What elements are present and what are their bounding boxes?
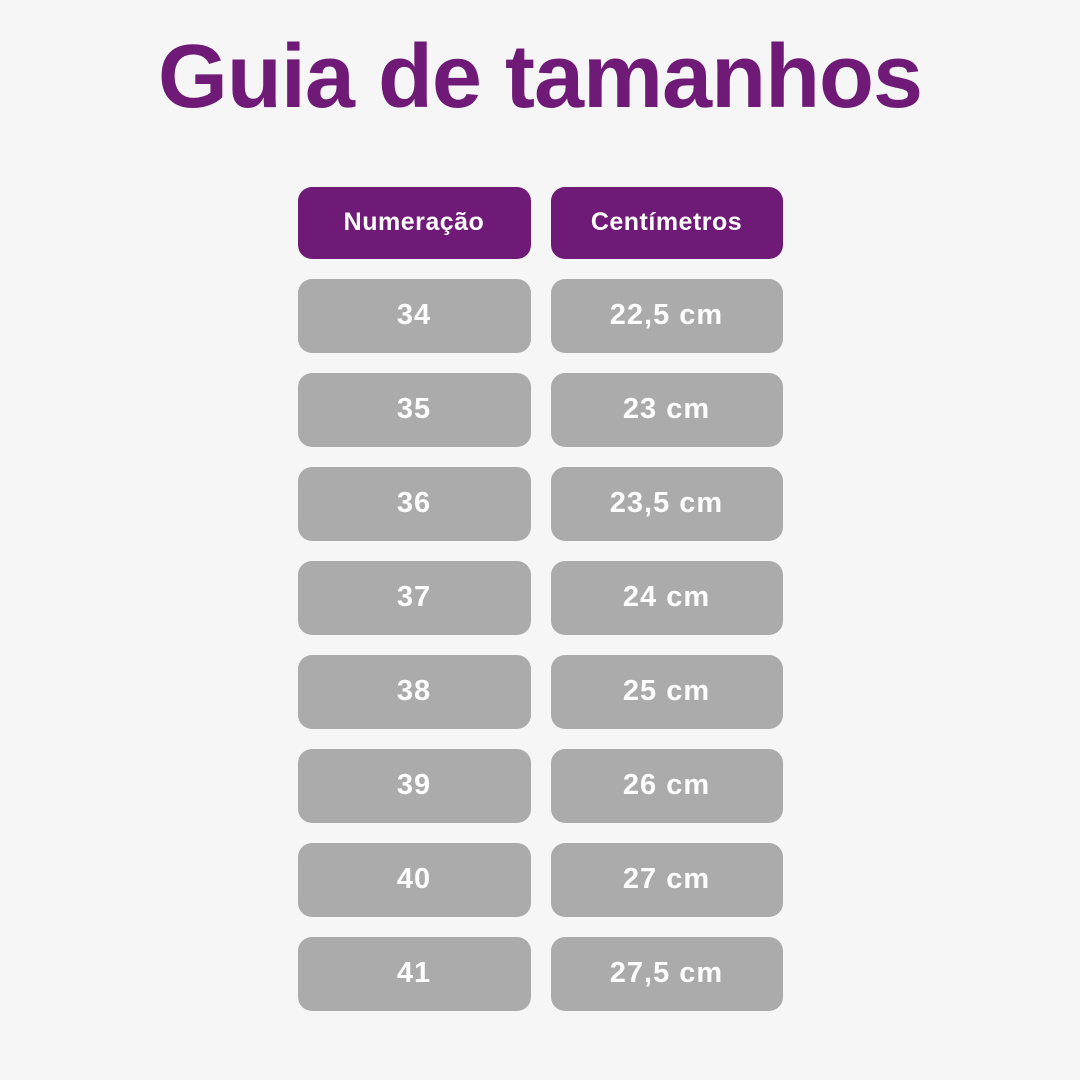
size-cell: 37	[298, 561, 531, 635]
size-cell: 39	[298, 749, 531, 823]
size-cell: 38	[298, 655, 531, 729]
column-header-numeracao: Numeração	[298, 187, 531, 259]
cm-cell: 22,5 cm	[551, 279, 783, 353]
size-cell: 34	[298, 279, 531, 353]
size-cell: 35	[298, 373, 531, 447]
cm-cell: 27 cm	[551, 843, 783, 917]
size-cell: 36	[298, 467, 531, 541]
size-cell: 41	[298, 937, 531, 1011]
cm-cell: 27,5 cm	[551, 937, 783, 1011]
cm-cell: 23,5 cm	[551, 467, 783, 541]
size-cell: 40	[298, 843, 531, 917]
page-title: Guia de tamanhos	[157, 27, 923, 127]
cm-cell: 24 cm	[551, 561, 783, 635]
column-header-centimetros: Centímetros	[551, 187, 783, 259]
cm-cell: 26 cm	[551, 749, 783, 823]
size-table	[298, 187, 783, 1011]
cm-cell: 25 cm	[551, 655, 783, 729]
cm-cell: 23 cm	[551, 373, 783, 447]
